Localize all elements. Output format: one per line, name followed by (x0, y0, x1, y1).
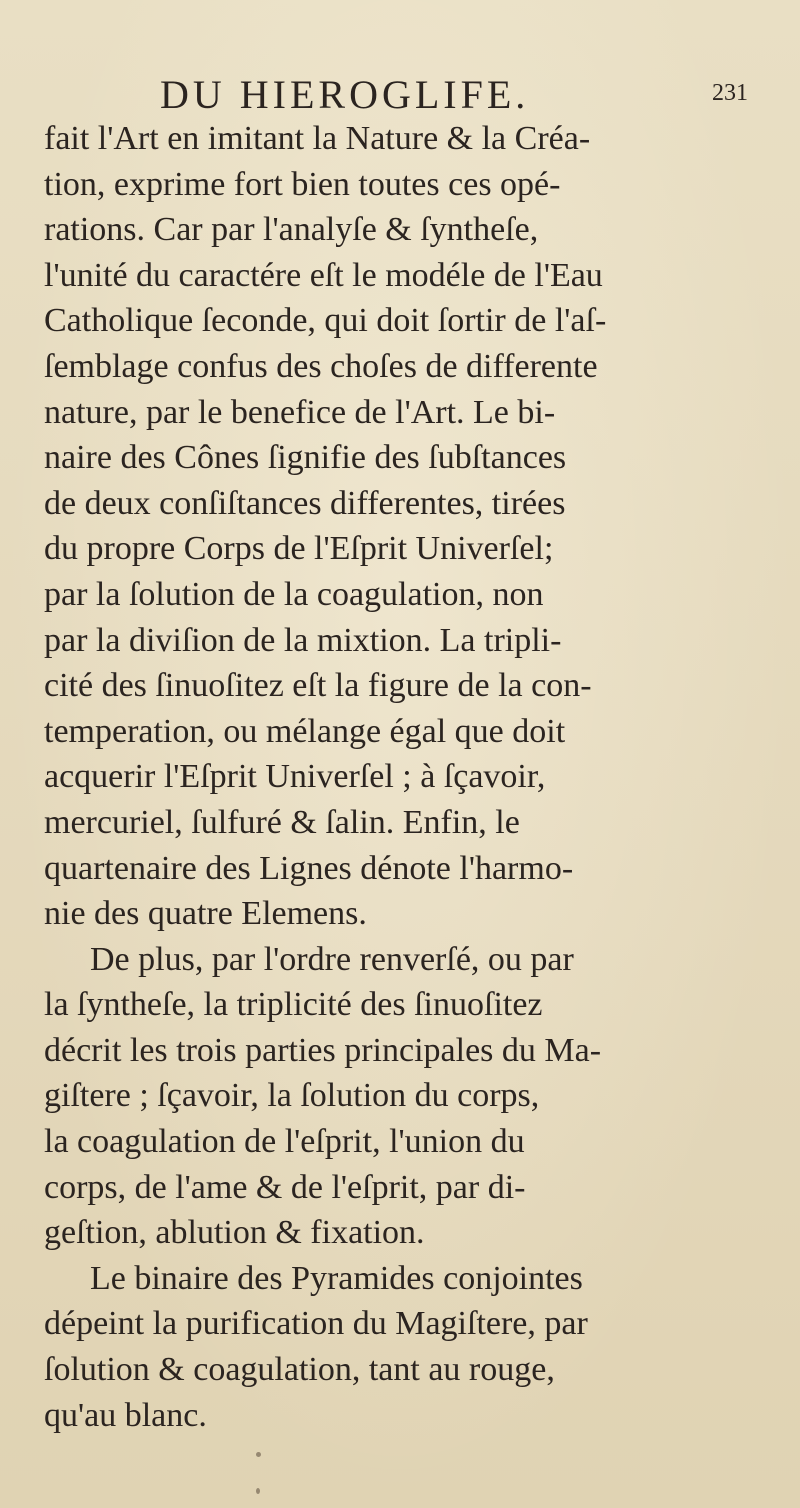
text-line: acquerir l'Eſprit Univerſel ; à ſçavoir, (44, 758, 546, 796)
text-line: par la ſolution de la coagulation, non (44, 575, 544, 613)
text-line: naire des Cônes ſignifie des ſubſtances (44, 439, 567, 477)
text-line: temperation, ou mélange égal que doit (44, 712, 566, 750)
text-line: corps, de l'ame & de l'eſprit, par di- (44, 1168, 526, 1206)
text-line: rations. Car par l'analyſe & ſyntheſe, (44, 211, 539, 249)
text-line: Catholique ſeconde, qui doit ſortir de l'aſ- (44, 302, 607, 340)
paragraph-first-line: Le binaire des Pyramides conjointes (90, 1259, 583, 1297)
text-line: ſolution & coagulation, tant au rouge, (44, 1351, 555, 1389)
text-line: qu'au blanc. (44, 1396, 207, 1434)
text-line: quartenaire des Lignes dénote l'harmo- (44, 849, 574, 887)
text-line: geſtion, ablution & fixation. (44, 1214, 425, 1252)
text-line: tion, exprime fort bien toutes ces opé- (44, 165, 561, 203)
text-line: de deux conſiſtances differentes, tirées (44, 484, 566, 522)
paper-speck (256, 1488, 260, 1494)
text-line: décrit les trois parties principales du Ma- (44, 1031, 602, 1069)
page-header (48, 72, 748, 118)
text-line: l'unité du caractére eſt le modéle de l'Eau (44, 256, 603, 294)
body-text (44, 116, 750, 1438)
text-line: du propre Corps de l'Eſprit Univerſel; (44, 530, 554, 568)
text-line: la ſyntheſe, la triplicité des ſinuoſitez (44, 986, 543, 1024)
text-line: ſemblage confus des choſes de differente (44, 347, 598, 385)
text-line: par la diviſion de la mixtion. La tripli- (44, 621, 562, 659)
text-line: fait l'Art en imitant la Nature & la Créa- (44, 120, 591, 157)
text-line: nature, par le benefice de l'Art. Le bi- (44, 393, 556, 431)
text-line: nie des quatre Elemens. (44, 895, 367, 933)
text-line: la coagulation de l'eſprit, l'union du (44, 1123, 525, 1161)
text-line: cité des ſinuoſitez eſt la figure de la con- (44, 667, 592, 705)
paper-speck (256, 1452, 261, 1457)
running-title: DU HIEROGLIFE. (160, 72, 530, 117)
text-line: dépeint la purification du Magiſtere, par (44, 1305, 588, 1343)
paragraph-first-line: De plus, par l'ordre renverſé, ou par (90, 940, 574, 978)
page-number: 231 (712, 80, 748, 106)
text-line: giſtere ; ſçavoir, la ſolution du corps, (44, 1077, 540, 1115)
text-line: mercuriel, ſulfuré & ſalin. Enfin, le (44, 803, 520, 841)
